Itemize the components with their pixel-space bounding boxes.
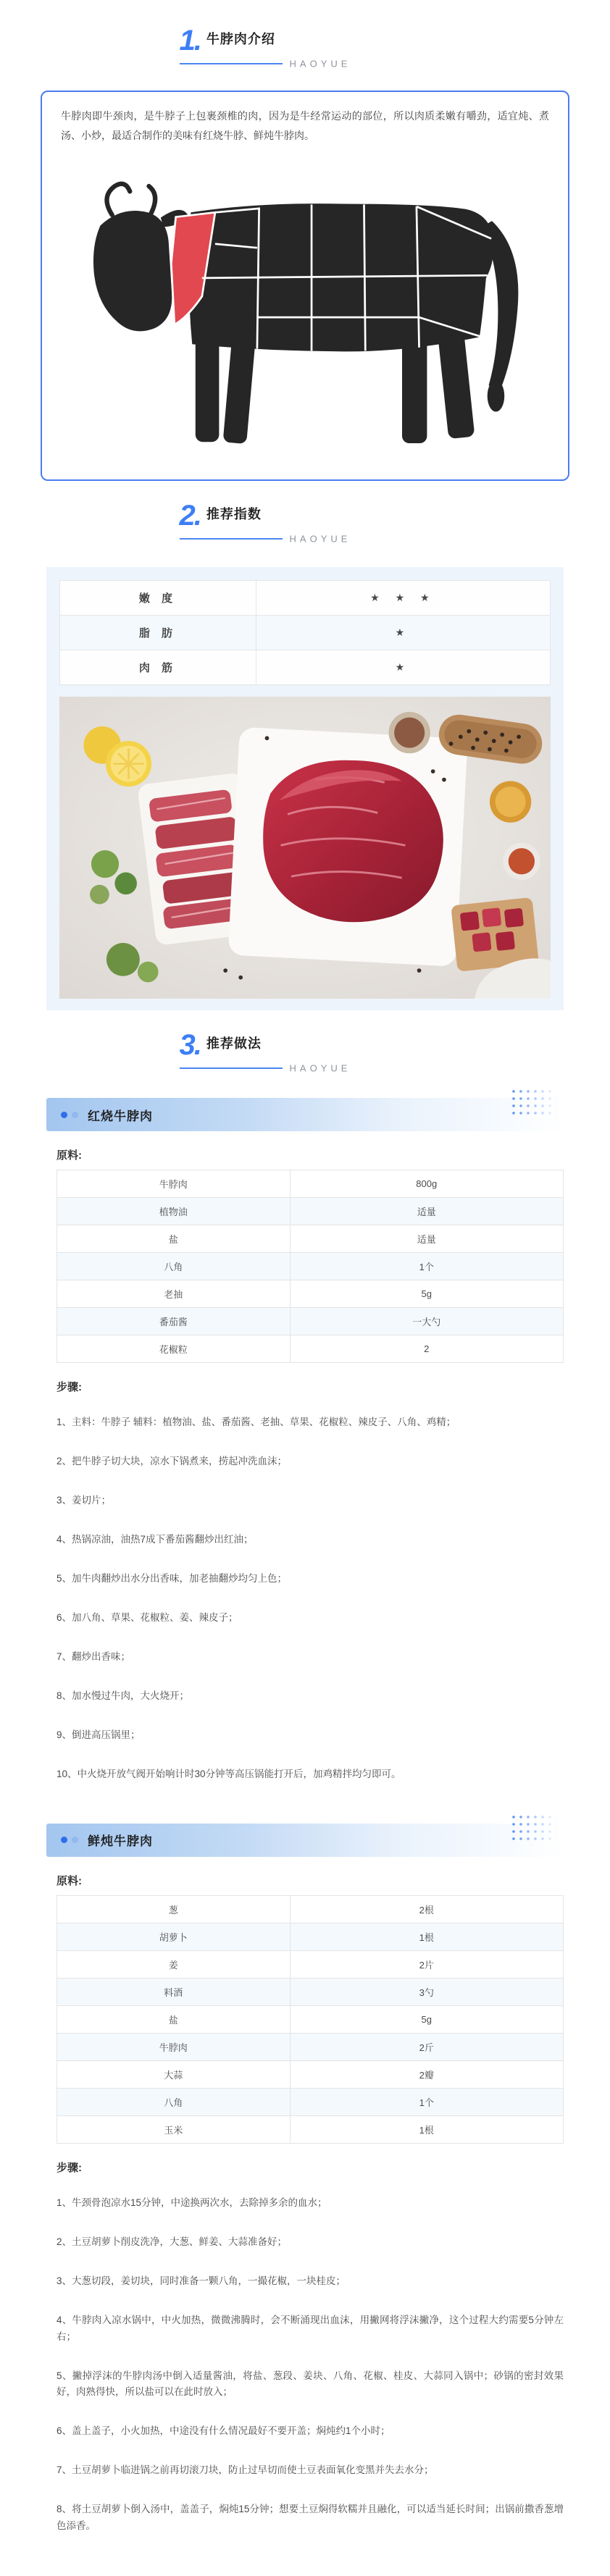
step-item: 8、加水慢过牛肉，大火烧开； (57, 1690, 190, 1702)
watermark-row (180, 1062, 351, 1075)
ingredient-name: 姜 (57, 1950, 291, 1978)
section-number: 1. (179, 25, 201, 56)
rating-stars: ★ (256, 616, 550, 650)
ingredient-amount: 2根 (290, 1895, 563, 1923)
section-title: 牛脖肉介绍 (206, 32, 275, 46)
step-item: 10、中火烧开放气阀开始响计时30分钟等高压锅能打开后，加鸡精拌均匀即可。 (57, 1768, 401, 1779)
table-row (57, 1335, 564, 1363)
table-row (57, 1198, 564, 1225)
ingredient-amount: 2 (290, 1335, 563, 1363)
table-row (60, 650, 551, 685)
cow-cuts-diagram-image (62, 152, 548, 467)
table-row (57, 2005, 564, 2033)
recipe-card-xiandun (46, 1824, 564, 2535)
step-item: 5、加牛肉翻炒出水分出香味，加老抽翻炒均匀上色； (57, 1573, 288, 1585)
rating-stars: ★ ★ ★ (256, 581, 550, 616)
ingredients-table (57, 1895, 564, 2144)
ingredient-name: 盐 (57, 1225, 291, 1253)
recipe-title: 鲜炖牛脖肉 (88, 1834, 153, 1849)
raw-beef-flatlay-image (59, 697, 551, 999)
section-title-row (180, 25, 351, 57)
step-item: 7、翻炒出香味； (57, 1651, 131, 1663)
recipe-card-hongshao (46, 1098, 564, 1782)
rating-label: 嫩 度 (60, 581, 256, 616)
ingredient-name: 老抽 (57, 1280, 291, 1308)
step-item: 6、盖上盖子，小火加热，中途没有什么情况最好不要开盖；焖炖约1个小时； (57, 2425, 390, 2437)
bullet-dot-icon (61, 1837, 67, 1843)
table-row (57, 1308, 564, 1335)
section-1-heading (0, 25, 610, 70)
ingredients-table (57, 1170, 564, 1363)
step-item: 1、主料：牛脖子 辅料：植物油、盐、番茄酱、老抽、草果、花椒粒、辣皮子、八角、鸡精； (57, 1417, 456, 1428)
step-item: 1、牛颈骨泡凉水15分钟，中途换两次水，去除掉多余的血水； (57, 2197, 327, 2208)
ingredient-name: 葱 (57, 1895, 291, 1923)
step-item: 2、把牛脖子切大块，凉水下锅煮来，捞起冲洗血沫； (57, 1456, 288, 1467)
rating-stars: ★ (256, 650, 550, 685)
section-title: 推荐做法 (206, 1036, 262, 1052)
table-row (57, 1950, 564, 1978)
table-row (57, 2060, 564, 2088)
ingredient-amount: 一大勺 (290, 1308, 563, 1335)
recipe-title: 红烧牛脖肉 (88, 1109, 153, 1123)
intro-box (41, 91, 569, 481)
table-row (57, 1253, 564, 1280)
steps-label: 步骤: (57, 1381, 82, 1394)
step-item: 3、姜切片； (57, 1495, 112, 1506)
ingredient-amount: 1根 (290, 2115, 563, 2143)
ingredient-name: 八角 (57, 1253, 291, 1280)
recipe-header (46, 1824, 564, 1857)
intro-paragraph: 牛脖肉即牛颈肉，是牛脖子上包裹颈椎的肉，因为是牛经常运动的部位，所以肉质柔嫩有嚼劲，适宜炖、煮汤、小炒，最适合制作的美味有红烧牛脖、鲜炖牛脖肉。 (61, 110, 549, 142)
section-title-row (180, 500, 351, 532)
section-2-heading (0, 500, 610, 545)
ingredient-amount: 2片 (290, 1950, 563, 1978)
recipe-header (46, 1098, 564, 1131)
ingredient-name: 牛脖肉 (57, 2033, 291, 2060)
section-number: 2. (179, 500, 201, 532)
bullet-dot-icon (72, 1112, 78, 1118)
brand-watermark: HAOYUE (289, 58, 351, 70)
rating-label: 脂 肪 (60, 616, 256, 650)
ingredient-amount: 3勺 (290, 1978, 563, 2005)
ingredient-amount: 适量 (290, 1198, 563, 1225)
step-item: 5、撇掉浮沫的牛脖肉汤中倒入适量酱油，将盐、葱段、姜块、八角、花椒、桂皮、大蒜同入锅中；砂锅的密封效果好，肉熟得快，所以盐可以在此时放入； (57, 2370, 564, 2398)
step-item: 4、热锅凉油，油热7成下番茄酱翻炒出红油； (57, 1534, 254, 1545)
watermark-row (180, 57, 351, 70)
table-row (57, 2088, 564, 2115)
brand-watermark: HAOYUE (289, 1062, 351, 1074)
table-row (57, 1923, 564, 1950)
ingredient-name: 花椒粒 (57, 1335, 291, 1363)
table-row (60, 581, 551, 616)
rating-table (59, 580, 551, 685)
bottom-spacer (0, 2557, 610, 2576)
watermark-row (180, 532, 351, 545)
ingredient-name: 番茄酱 (57, 1308, 291, 1335)
steps-list (57, 1414, 564, 1782)
table-row (57, 1895, 564, 1923)
step-item: 7、土豆胡萝卜临进锅之前再切滚刀块，防止过早切而使土豆表面氧化变黑并失去水分； (57, 2464, 434, 2476)
ingredient-name: 八角 (57, 2088, 291, 2115)
section-heading-inner (180, 500, 351, 545)
ingredients-label: 原料: (57, 1149, 82, 1162)
ingredient-amount: 适量 (290, 1225, 563, 1253)
ingredient-name: 料酒 (57, 1978, 291, 2005)
ingredient-name: 植物油 (57, 1198, 291, 1225)
ingredient-amount: 1根 (290, 1923, 563, 1950)
ingredient-amount: 800g (290, 1170, 563, 1198)
ingredient-name: 盐 (57, 2005, 291, 2033)
step-item: 9、倒进高压锅里； (57, 1729, 141, 1740)
ingredient-name: 玉米 (57, 2115, 291, 2143)
table-row (57, 2115, 564, 2143)
steps-list (57, 2195, 564, 2535)
step-item: 3、大葱切段，姜切块，同时准备一颗八角，一撮花椒，一块桂皮； (57, 2275, 346, 2286)
ingredient-amount: 1个 (290, 2088, 563, 2115)
section-title: 推荐指数 (206, 507, 262, 522)
ingredient-amount: 5g (290, 2005, 563, 2033)
dot-grid-decoration-icon (510, 1813, 558, 1844)
ingredients-label: 原料: (57, 1874, 82, 1887)
ingredient-amount: 2斤 (290, 2033, 563, 2060)
table-row (57, 2033, 564, 2060)
ingredient-amount: 5g (290, 1280, 563, 1308)
ingredient-amount: 2瓣 (290, 2060, 563, 2088)
divider-line (180, 63, 283, 64)
section-heading-inner (180, 1029, 351, 1075)
dot-grid-decoration-icon (510, 1088, 558, 1118)
cow-diagram-wrap (61, 146, 549, 470)
table-row (60, 616, 551, 650)
section-title-row (180, 1029, 351, 1062)
section-number: 3. (179, 1029, 201, 1062)
rating-label: 肉 筋 (60, 650, 256, 685)
section-3-heading (0, 1029, 610, 1075)
rating-panel (46, 567, 564, 1010)
step-item: 2、土豆胡萝卜削皮洗净，大葱、鲜姜、大蒜准备好； (57, 2236, 288, 2247)
ingredient-name: 大蒜 (57, 2060, 291, 2088)
bullet-dot-icon (61, 1112, 67, 1118)
table-row (57, 1978, 564, 2005)
step-item: 8、将土豆胡萝卜倒入汤中，盖盖子，焖炖15分钟；想要土豆焖得软糯并且融化，可以适当延长时间；出锅前撒香葱增色添香。 (57, 2504, 564, 2532)
table-row (57, 1170, 564, 1198)
beef-photo (59, 697, 551, 999)
ingredient-name: 胡萝卜 (57, 1923, 291, 1950)
step-item: 6、加八角、草果、花椒粒、姜、辣皮子； (57, 1612, 238, 1624)
steps-label: 步骤: (57, 2161, 82, 2174)
divider-line (180, 1067, 283, 1069)
divider-line (180, 538, 283, 540)
table-row (57, 1225, 564, 1253)
section-heading-inner (180, 25, 351, 70)
step-item: 4、牛脖肉入凉水锅中，中火加热，微微沸腾时，会不断涌现出血沫，用撇网将浮沫撇净，这个过程大约需要5分钟左右； (57, 2314, 564, 2342)
ingredient-amount: 1个 (290, 1253, 563, 1280)
table-row (57, 1280, 564, 1308)
ingredient-name: 牛脖肉 (57, 1170, 291, 1198)
brand-watermark: HAOYUE (289, 533, 351, 545)
bullet-dot-icon (72, 1837, 78, 1843)
